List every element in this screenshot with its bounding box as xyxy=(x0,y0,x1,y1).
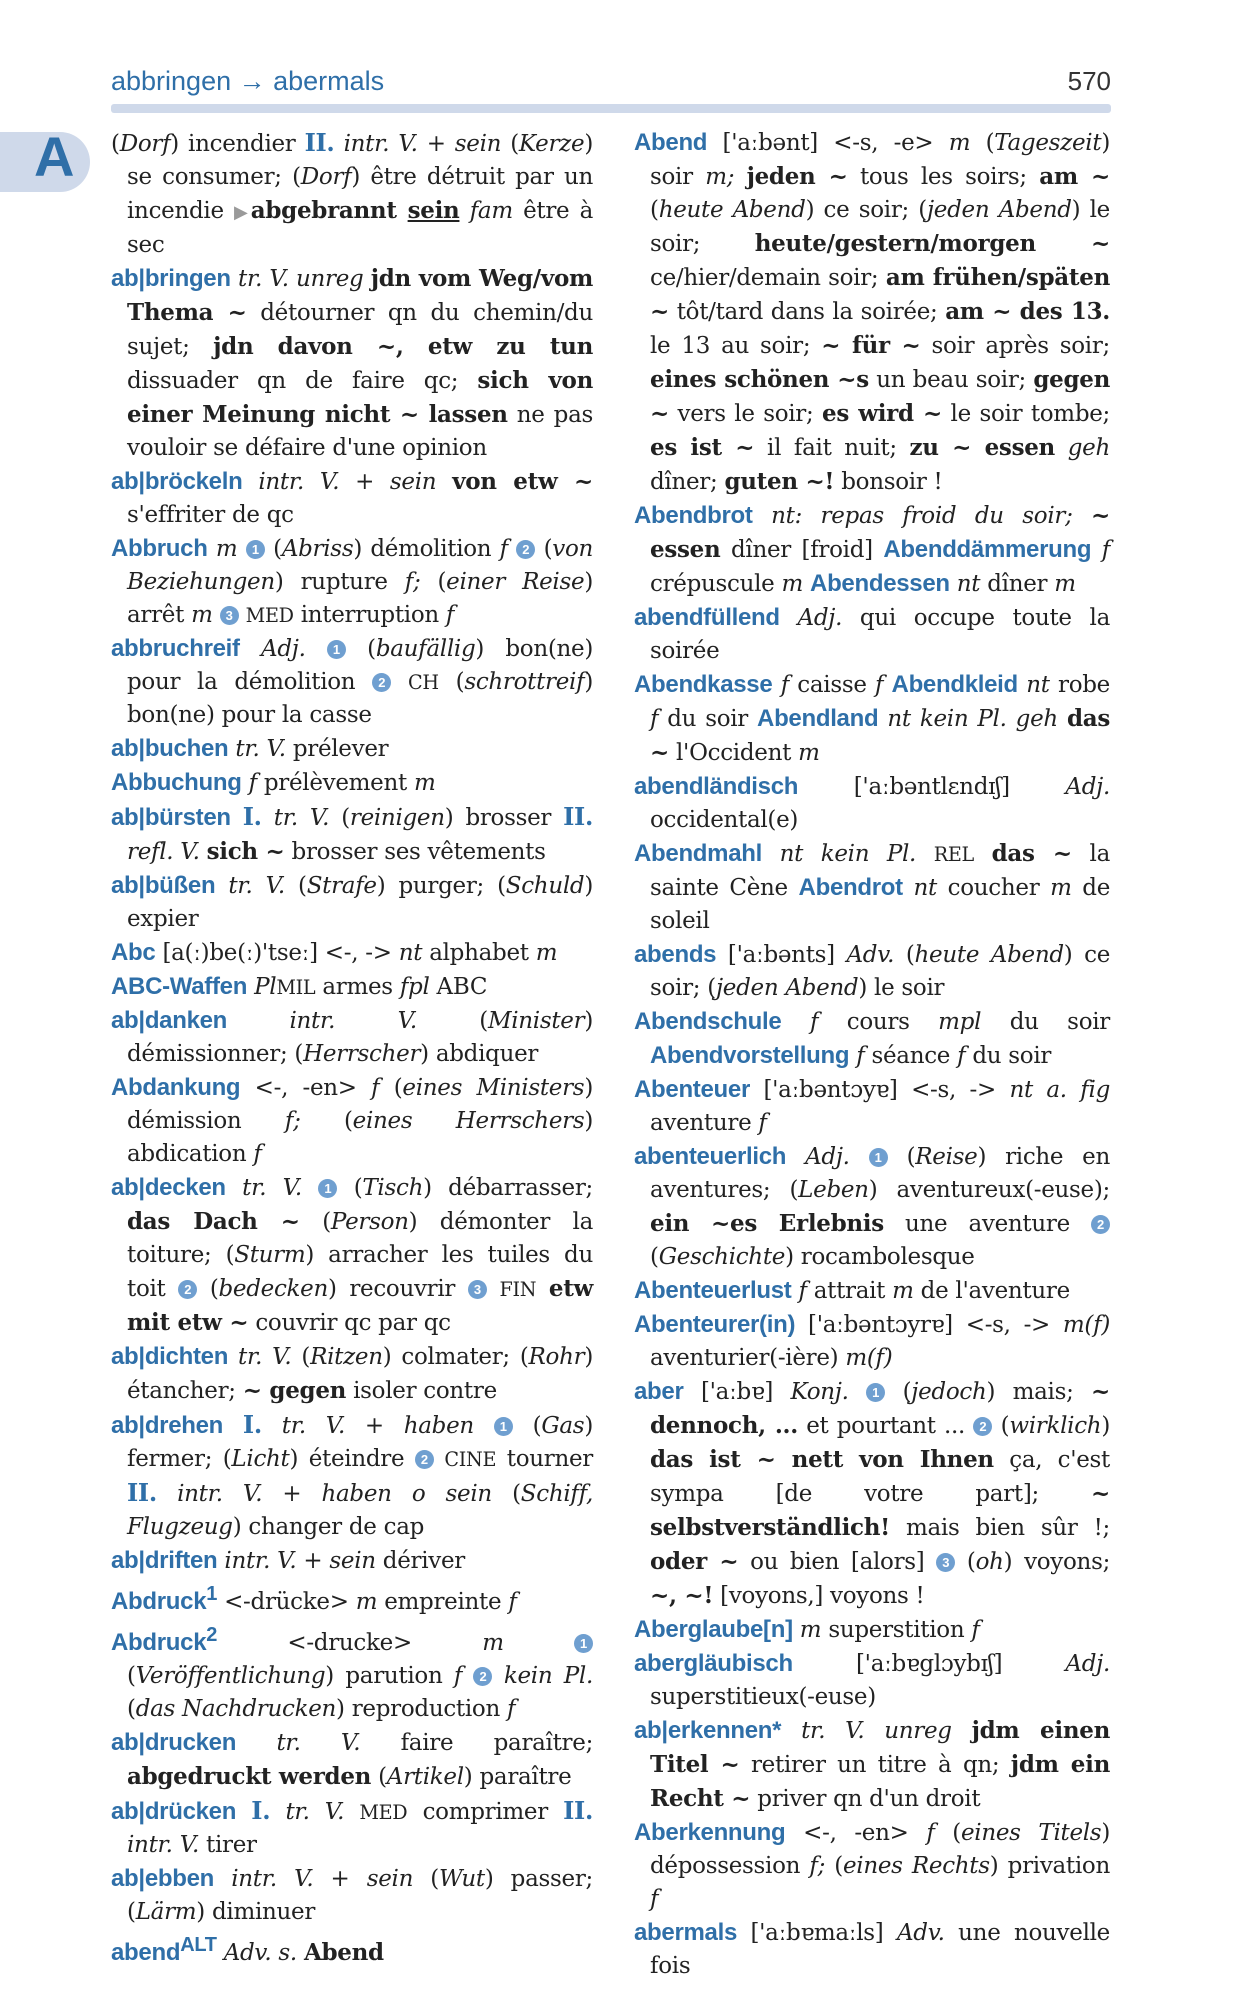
sense-number-badge: 1 xyxy=(869,1148,888,1167)
headword: aber xyxy=(634,1378,684,1405)
headword: I. xyxy=(251,1796,271,1825)
headword: Aberglaube[n] xyxy=(634,1616,793,1643)
dictionary-entry: Abend ['aːbənt] <-s, -e> m (Tageszeit) soir m; jeden ~ tous les soirs; am ~ (heute Abend) ce soir; (jeden Abend) le soir; heute/gestern/morgen ~ ce/hier/demain soir; am frühen/späten ~ tôt/tard dans la soirée; am ~ des 13. le 13 au soir; ~ für ~ soir après soir; eines schönen ~s un beau soir; gegen ~ vers le soir; es wird ~ le soir tombe; es ist ~ il fait nuit; zu ~ essen geh dîner; guten ~! bonsoir ! xyxy=(634,129,1111,495)
right-column xyxy=(634,126,1110,1983)
dictionary-entry: abergläubisch ['aːbɐglɔybɪʃ] Adj. superstitieux(-euse) xyxy=(634,1650,1110,1710)
headword: abenteuerlich xyxy=(634,1143,787,1170)
headword: ab|bringen xyxy=(111,265,231,292)
headword: Abendvorstellung xyxy=(650,1042,850,1069)
dictionary-entry: abbruchreif Adj. 1 (baufällig) bon(ne) pour la démolition 2 CH (schrottreif) bon(ne) pour la casse xyxy=(111,635,594,728)
sense-number-badge: 3 xyxy=(468,1280,487,1299)
left-column xyxy=(111,126,593,1970)
headword: Abdruck$^2$ xyxy=(111,1624,218,1656)
headword: II. xyxy=(127,1478,157,1507)
sense-number-badge: 3 xyxy=(936,1553,955,1572)
dictionary-entry: Abbuchung f prélèvement m xyxy=(111,769,436,796)
sense-number-badge: 1 xyxy=(246,540,265,559)
dictionary-entry: abendländisch ['aːbəntlɛndɪʃ] Adj. occidental(e) xyxy=(634,773,1110,833)
headword: Abendrot xyxy=(798,874,903,901)
dictionary-entry: Abendschule f cours mpl du soir Abendvorstellung f séance f du soir xyxy=(634,1008,1110,1069)
sense-number-badge: 2 xyxy=(516,540,535,559)
headword: Abendessen xyxy=(810,570,950,597)
dictionary-entry: abends ['aːbənts] Adv. (heute Abend) ce soir; (jeden Abend) le soir xyxy=(634,941,1111,1001)
sense-number-badge: 1 xyxy=(318,1179,337,1198)
headword: I. xyxy=(242,802,262,831)
dictionary-entry: ab|drehen I. tr. V. + haben 1 (Gas) fermer; (Licht) éteindre 2 CINE tourner II. intr. V. + haben o sein (Schiff, Flugzeug) changer de cap xyxy=(111,1410,594,1540)
dictionary-entry: abermals ['aːbɐmaːls] Adv. une nouvelle fois xyxy=(634,1919,1110,1979)
dictionary-entry: ab|bürsten I. tr. V. (reinigen) brosser II. refl. V. sich ~ brosser ses vêtements xyxy=(111,802,594,865)
headword: Abdruck$^1$ xyxy=(111,1583,218,1615)
dictionary-entry: abenteuerlich Adj. 1 (Reise) riche en aventures; (Leben) aventureux(-euse); ein ~es Erlebnis une aventure 2 (Geschichte) rocambolesque xyxy=(634,1143,1111,1270)
sense-number-badge: 2 xyxy=(178,1280,197,1299)
sense-number-badge: 1 xyxy=(574,1634,593,1653)
headword: abermals xyxy=(634,1919,737,1946)
header-rule xyxy=(111,104,1111,113)
headword: Abendschule xyxy=(634,1008,782,1035)
headword: Abendland xyxy=(757,705,879,732)
headword: Abdankung xyxy=(111,1074,241,1101)
headword: ab|erkennen* xyxy=(634,1717,782,1744)
headword: ab|dichten xyxy=(111,1343,229,1370)
headword: ab|decken xyxy=(111,1174,226,1201)
headword: abendfüllend xyxy=(634,604,780,631)
headword: Abc xyxy=(111,939,156,966)
headword: ab|bröckeln xyxy=(111,468,243,495)
dictionary-entry: ab|bringen tr. V. unreg jdn vom Weg/vom Thema ~ détourner qn du chemin/du sujet; jdn davon ~, etw zu tun dissuader qn de faire qc; sich von einer Meinung nicht ~ lassen ne pas vouloir se défaire d'une opinion xyxy=(111,265,594,461)
dictionary-entry: ab|driften intr. V. + sein dériver xyxy=(111,1547,465,1574)
sense-number-badge: 1 xyxy=(327,640,346,659)
headword: ab|driften xyxy=(111,1547,218,1574)
headword: Abendkleid xyxy=(891,671,1018,698)
headword: ab|drehen xyxy=(111,1412,224,1439)
headword: ABC-Waffen xyxy=(111,973,248,1000)
headword: I. xyxy=(242,1410,262,1439)
dictionary-entry: Abendbrot nt: repas froid du soir; ~ essen dîner [froid] Abenddämmerung f crépuscule m Abendessen nt dîner m xyxy=(634,502,1111,597)
headword: Abendkasse xyxy=(634,671,773,698)
headword: ab|drucken xyxy=(111,1729,237,1756)
dictionary-entry: abend$^{ALT}$ Adv. s. Abend xyxy=(111,1934,384,1966)
running-head: abbringen → abermals xyxy=(111,66,385,96)
dictionary-entry: Abenteuerlust f attrait m de l'aventure xyxy=(634,1277,1070,1304)
headword: abbruchreif xyxy=(111,635,240,662)
headword: Abbruch xyxy=(111,535,208,562)
dictionary-entry: Aberkennung <-, -en> f (eines Titels) dépossession f; (eines Rechts) privation f xyxy=(634,1819,1110,1912)
dictionary-entry: aber ['aːbɐ] Konj. 1 (jedoch) mais; ~ dennoch, ... et pourtant ... 2 (wirklich) das ist ~ nett von Ihnen ça, c'est sympa [de votre part]; ~ selbstverständlich! mais bien sûr !; oder ~ ou bien [alors] 3 (oh) voyons; ~, ~! [voyons,] voyons ! xyxy=(634,1378,1111,1609)
dictionary-entry: Aberglaube[n] m superstition f xyxy=(634,1616,980,1643)
dictionary-entry: Abc [a(ː)be(ː)'tseː] <-, -> nt alphabet m xyxy=(111,939,558,966)
headword: Abendmahl xyxy=(634,840,762,867)
dictionary-entry: Abdankung <-, -en> f (eines Ministers) démission f; (eines Herrschers) abdication f xyxy=(111,1074,594,1167)
dictionary-entry: ab|büßen tr. V. (Strafe) purger; (Schuld) expier xyxy=(111,872,593,932)
sense-number-badge: 1 xyxy=(866,1383,885,1402)
headword: Abenteuer xyxy=(634,1076,750,1103)
headword: Abenteurer(in) xyxy=(634,1311,796,1338)
page-header xyxy=(111,66,1111,106)
dictionary-entry: ab|danken intr. V. (Minister) démissionner; (Herrscher) abdiquer xyxy=(111,1007,593,1067)
headword: ab|drücken xyxy=(111,1798,237,1825)
dictionary-entry: ABC-Waffen PlMIL armes fpl ABC xyxy=(111,973,488,1000)
headword: abends xyxy=(634,941,717,968)
headword: abergläubisch xyxy=(634,1650,793,1677)
sense-number-badge: 2 xyxy=(372,673,391,692)
dictionary-entry: (Dorf) incendier II. intr. V. + sein (Kerze) se consumer; (Dorf) être détruit par un incendie ▶abgebrannt sein fam être à sec xyxy=(111,128,593,258)
headword: Aberkennung xyxy=(634,1819,786,1846)
dictionary-entry: Abendkasse f caisse f Abendkleid nt robe f du soir Abendland nt kein Pl. geh das ~ l'Occident m xyxy=(634,671,1110,766)
page-number: 570 xyxy=(1067,66,1111,96)
dictionary-entry: Abenteurer(in) ['aːbəntɔyrɐ] <-s, -> m(f) aventurier(-ière) m(f) xyxy=(634,1311,1110,1371)
dictionary-entry: Abdruck$^1$ <-drücke> m empreinte f xyxy=(111,1583,517,1615)
sense-number-badge: 1 xyxy=(494,1417,513,1436)
headword: ab|buchen xyxy=(111,735,229,762)
dictionary-entry: ab|decken tr. V. 1 (Tisch) débarrasser; das Dach ~ (Person) démonter la toiture; (Sturm) arracher les tuiles du toit 2 (bedecken) recouvrir 3 FIN etw mit etw ~ couvrir qc par qc xyxy=(111,1174,594,1336)
sense-number-badge: 2 xyxy=(473,1667,492,1686)
headword: abend$^{ALT}$ xyxy=(111,1934,217,1966)
dictionary-entry: ab|dichten tr. V. (Ritzen) colmater; (Rohr) étancher; ~ gegen isoler contre xyxy=(111,1343,593,1404)
headword: ab|büßen xyxy=(111,872,216,899)
dictionary-entry: ab|bröckeln intr. V. + sein von etw ~ s'effriter de qc xyxy=(111,468,593,528)
headword: II. xyxy=(563,1796,594,1825)
sense-number-badge: 2 xyxy=(415,1450,434,1469)
sense-number-badge: 2 xyxy=(973,1417,992,1436)
sense-number-badge: 2 xyxy=(1091,1215,1110,1234)
headword: ab|bürsten xyxy=(111,804,231,831)
dictionary-entry: ab|buchen tr. V. prélever xyxy=(111,735,389,762)
headword: II. xyxy=(304,128,335,157)
dictionary-entry: Abdruck$^2$ <-drucke> m 1 (Veröffentlichung) parution f 2 kein Pl. (das Nachdrucken) reproduction f xyxy=(111,1624,593,1722)
dictionary-entry: Abenteuer ['aːbəntɔyɐ] <-s, -> nt a. fig aventure f xyxy=(634,1076,1110,1136)
headword: ab|ebben xyxy=(111,1865,214,1892)
headword: Abenddämmerung xyxy=(883,536,1092,563)
dictionary-entry: abendfüllend Adj. qui occupe toute la soirée xyxy=(634,604,1110,664)
headword: abendländisch xyxy=(634,773,799,800)
dictionary-entry: Abendmahl nt kein Pl. REL das ~ la sainte Cène Abendrot nt coucher m de soleil xyxy=(634,840,1111,934)
headword: Abend xyxy=(634,129,708,156)
headword: Abbuchung xyxy=(111,769,242,796)
dictionary-entry: Abbruch m 1 (Abriss) démolition f 2 (von Beziehungen) rupture f; (einer Reise) arrêt m 3 MED interruption f xyxy=(111,535,594,628)
headword: ab|danken xyxy=(111,1007,228,1034)
dictionary-entry: ab|drücken I. tr. V. MED comprimer II. intr. V. tirer xyxy=(111,1796,594,1858)
dictionary-entry: ab|drucken tr. V. faire paraître; abgedruckt werden (Artikel) paraître xyxy=(111,1729,594,1790)
dictionary-entry: ab|ebben intr. V. + sein (Wut) passer; (Lärm) diminuer xyxy=(111,1865,593,1925)
thumb-index-letter: A xyxy=(34,125,75,188)
headword: Abenteuerlust xyxy=(634,1277,792,1304)
cross-reference-triangle-icon: ▶ xyxy=(234,202,251,223)
sense-number-badge: 3 xyxy=(220,606,239,625)
headword: II. xyxy=(563,802,594,831)
headword: Abendbrot xyxy=(634,502,753,529)
dictionary-entry: ab|erkennen* tr. V. unreg jdm einen Titel ~ retirer un titre à qn; jdm ein Recht ~ priver qn d'un droit xyxy=(634,1717,1110,1812)
